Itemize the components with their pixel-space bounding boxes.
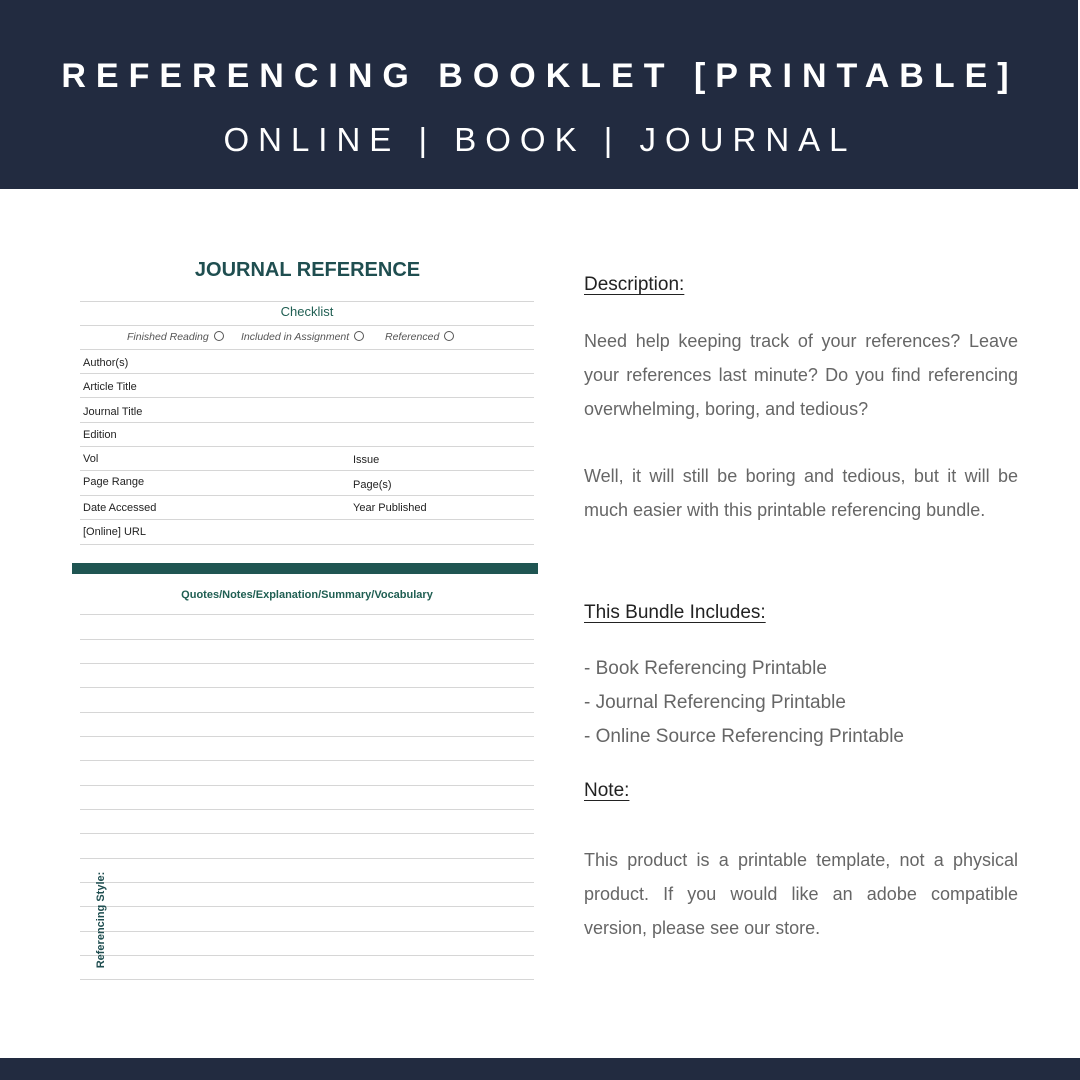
checklist-item-label: Included in Assignment <box>241 331 350 343</box>
template-title: JOURNAL REFERENCE <box>194 259 421 281</box>
divider <box>80 325 534 326</box>
note-line <box>80 639 534 640</box>
description-paragraph-2: Well, it will still be boring and tedious, but it will be much easier with this printable referencing bundle. <box>584 466 1018 520</box>
field-line <box>80 422 534 423</box>
description-heading: Description: <box>584 274 685 295</box>
footer-bar <box>0 1058 1080 1080</box>
field-label-date-accessed: Date Accessed <box>83 502 157 514</box>
field-line <box>80 544 534 545</box>
checklist-item-included-in-assignment[interactable] <box>241 330 364 344</box>
field-label-edition: Edition <box>83 429 117 441</box>
header-subtitle: ONLINE | BOOK | JOURNAL <box>223 121 857 158</box>
field-line <box>80 470 534 471</box>
note-line <box>80 809 534 810</box>
checklist-item-referenced[interactable] <box>385 330 454 344</box>
note-heading: Note: <box>584 780 630 801</box>
checkbox-circle-icon[interactable] <box>354 331 364 341</box>
field-line <box>80 495 534 496</box>
notes-label: Quotes/Notes/Explanation/Summary/Vocabulary <box>181 589 433 601</box>
checkbox-circle-icon[interactable] <box>444 331 454 341</box>
note-paragraph: This product is a printable template, not a physical product. If you would like an adobe compatible version, please see our store. <box>584 850 1018 938</box>
note-line <box>80 760 534 761</box>
note-line <box>80 979 534 980</box>
referencing-style-label: Referencing Style: <box>95 871 107 969</box>
bundle-item: - Online Source Referencing Printable <box>584 726 905 747</box>
note-line <box>80 955 534 956</box>
note-line <box>80 906 534 907</box>
field-label-url: [Online] URL <box>83 526 146 538</box>
checklist-item-label: Finished Reading <box>127 331 209 343</box>
note-line <box>80 858 534 859</box>
divider <box>80 301 534 302</box>
note-line <box>80 736 534 737</box>
divider <box>80 349 534 350</box>
note-line <box>80 614 534 615</box>
field-label-journal-title: Journal Title <box>83 406 143 418</box>
note-line <box>80 931 534 932</box>
section-band <box>72 563 538 574</box>
note-line <box>80 687 534 688</box>
field-line <box>80 519 534 520</box>
field-label-authors: Author(s) <box>83 357 129 369</box>
bundle-heading: This Bundle Includes: <box>584 602 766 623</box>
field-label-vol: Vol <box>83 453 99 465</box>
field-label-issue: Issue <box>353 454 380 466</box>
field-line <box>80 373 534 374</box>
header-banner <box>0 0 1080 189</box>
note-line <box>80 712 534 713</box>
field-label-year-published: Year Published <box>353 502 427 514</box>
note-line <box>80 882 534 883</box>
field-line <box>80 397 534 398</box>
checklist-item-label: Referenced <box>385 331 440 343</box>
field-line <box>80 446 534 447</box>
note-line <box>80 833 534 834</box>
note-line <box>80 785 534 786</box>
checklist-item-finished-reading[interactable] <box>127 330 224 344</box>
field-label-page-range: Page Range <box>83 476 145 488</box>
note-line <box>80 663 534 664</box>
field-label-pages: Page(s) <box>353 479 392 491</box>
field-label-article-title: Article Title <box>83 381 137 393</box>
description-paragraph-1: Need help keeping track of your references? Leave your references last minute? Do you find referencing overwhelming, boring, and tedious? <box>584 331 1018 419</box>
bundle-item: - Journal Referencing Printable <box>584 692 846 713</box>
checkbox-circle-icon[interactable] <box>214 331 224 341</box>
checklist-label: Checklist <box>280 304 334 319</box>
header-title: REFERENCING BOOKLET [PRINTABLE] <box>61 57 1019 95</box>
bundle-item: - Book Referencing Printable <box>584 658 827 679</box>
